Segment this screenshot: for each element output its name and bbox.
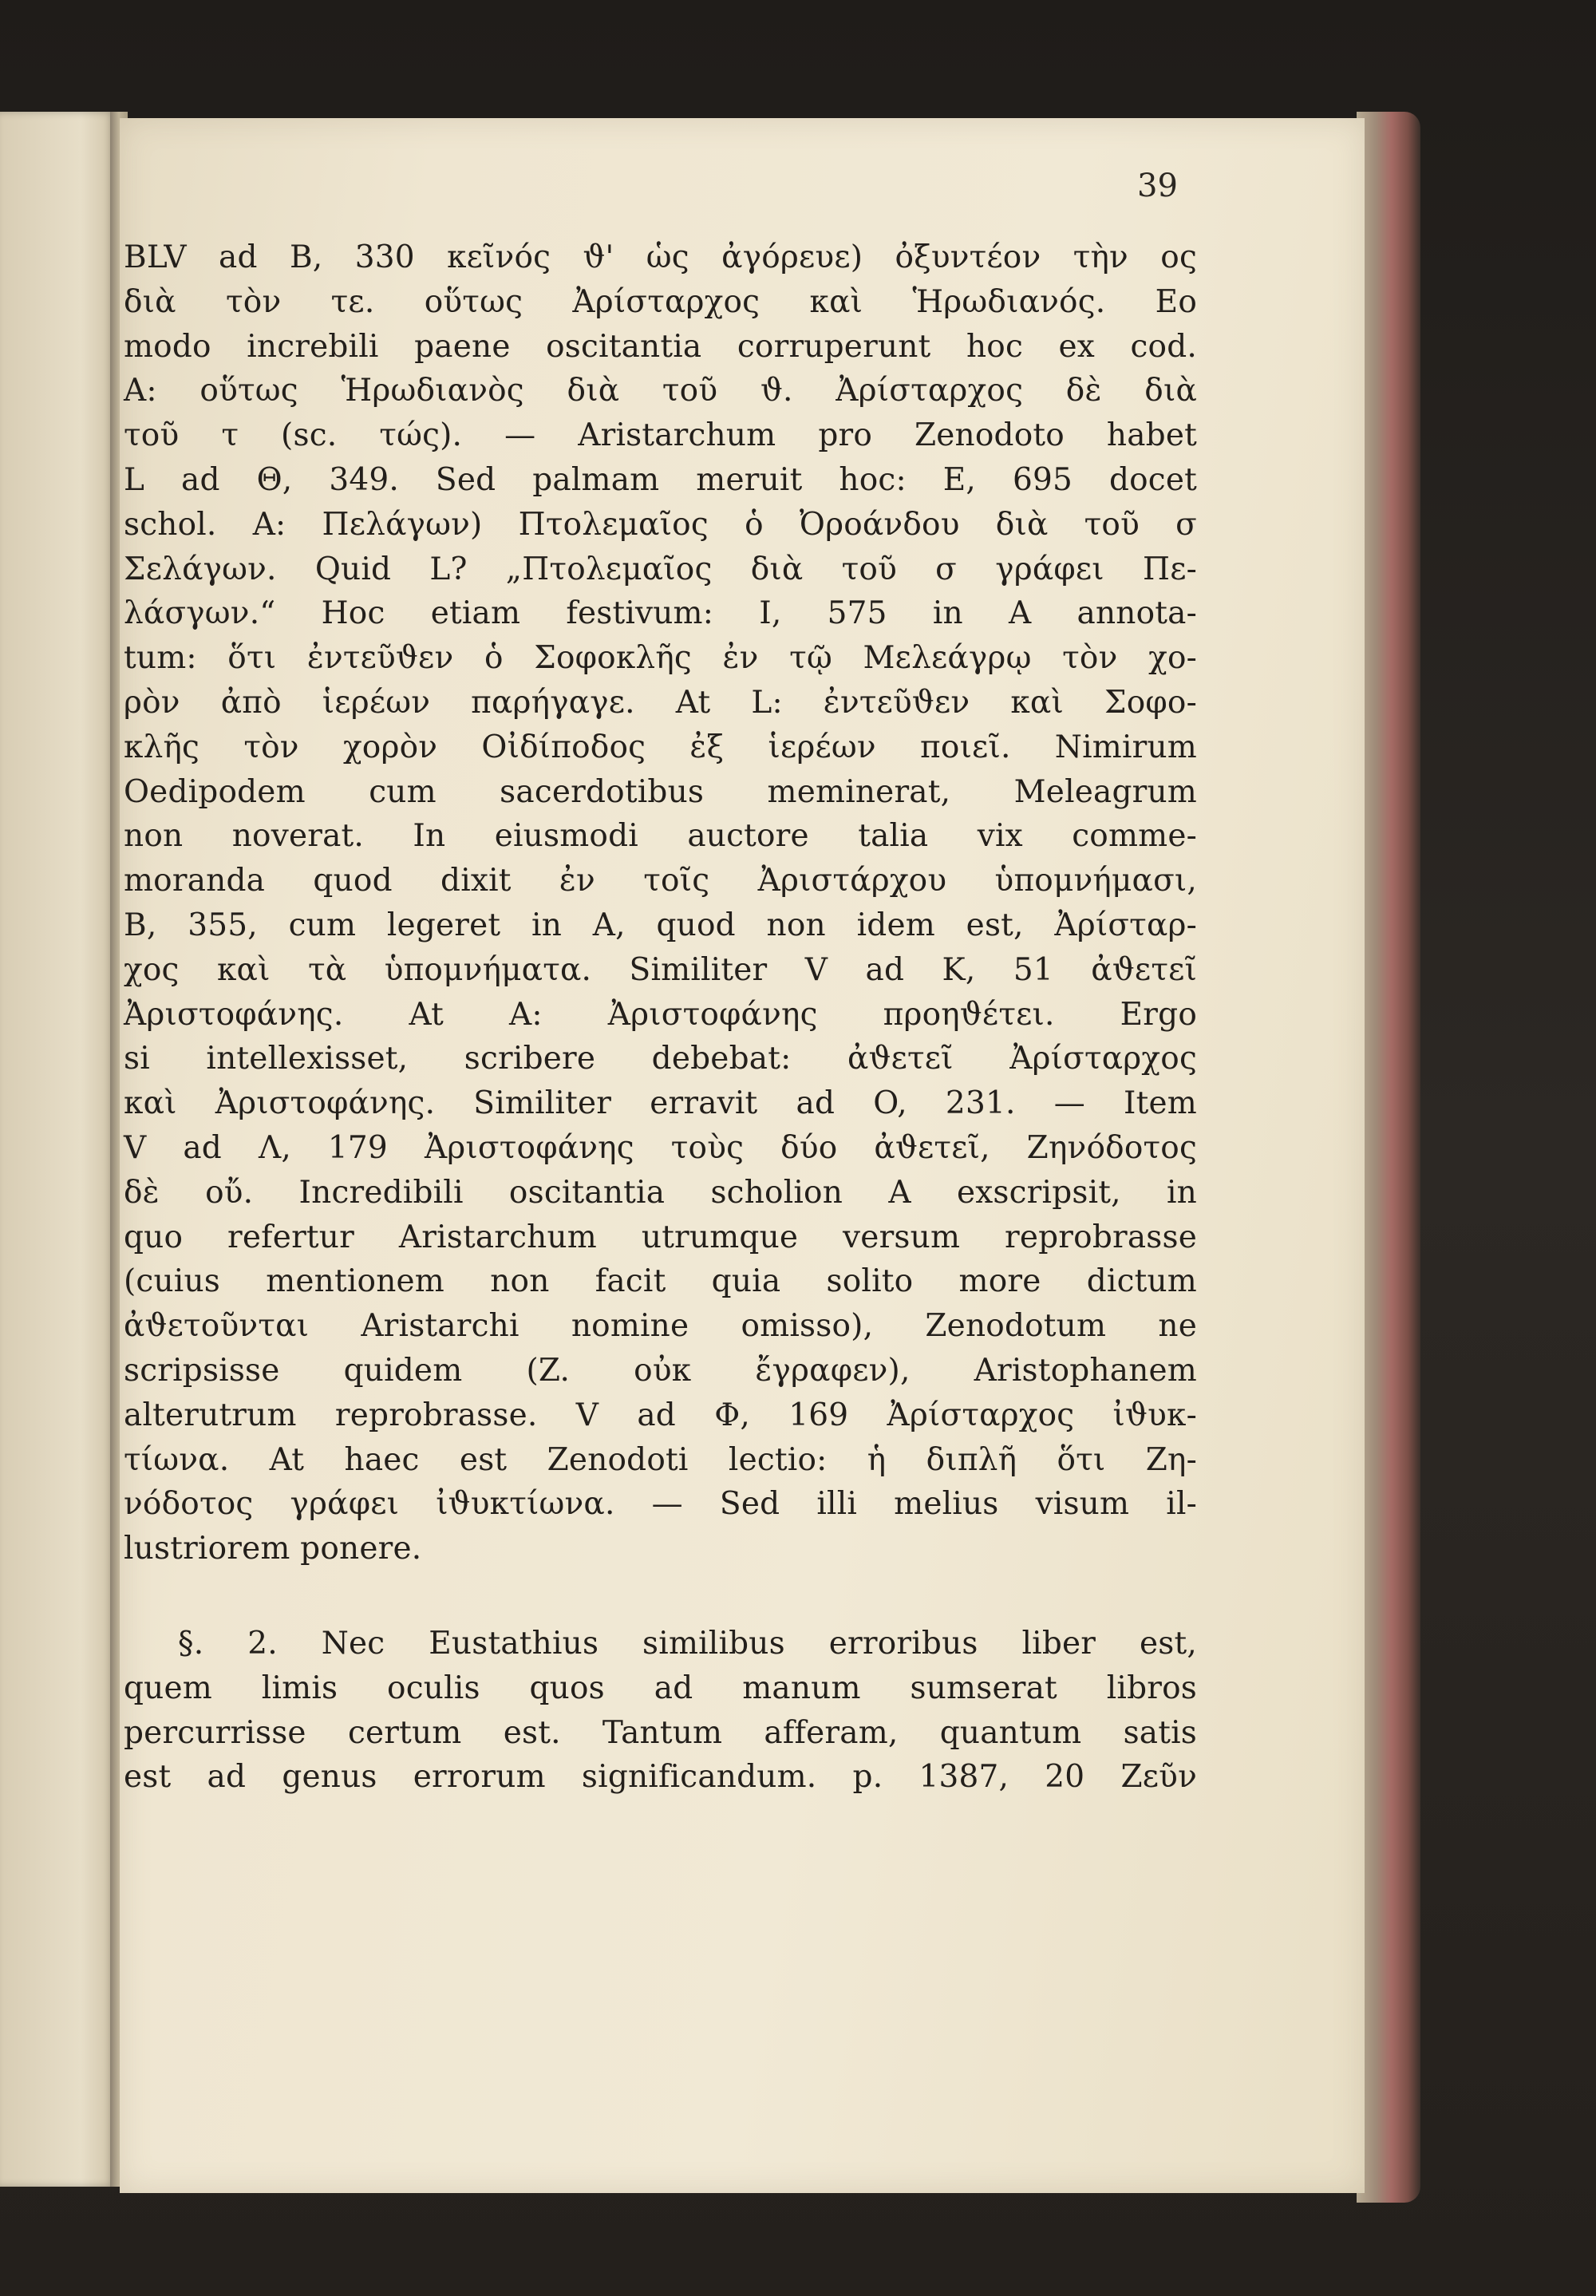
text-line: ρὸν ἀπὸ ἱερέων παρήγαγε. At L: ἐντεῦϑεν καὶ Σοφο-: [124, 684, 1197, 721]
text-line: (cuius mentionem non facit quia solito more dictum: [124, 1263, 1197, 1300]
text-line: BLV ad B, 330 κεῖνός ϑ' ὡς ἀγόρευε) ὀξυντέον τὴν ος: [124, 239, 1197, 275]
text-line: alterutrum reprobrasse. V ad Φ, 169 Ἀρίσταρχος ἰϑυκ-: [124, 1397, 1197, 1433]
text-line: καὶ Ἀριστοφάνης. Similiter erravit ad O, 231. — Item: [124, 1085, 1197, 1122]
text-line: lustriorem ponere.: [124, 1531, 422, 1567]
text-line: V ad Λ, 179 Ἀριστοφάνης τοὺς δύο ἀϑετεῖ, Ζηνόδοτος: [124, 1129, 1197, 1166]
text-line: tum: ὅτι ἐντεῦϑεν ὁ Σοφοκλῆς ἐν τῷ Μελεάγρῳ τὸν χο-: [124, 640, 1197, 677]
text-line: κλῆς τὸν χορὸν Οἰδίποδος ἐξ ἱερέων ποιεῖ. Nimirum: [124, 729, 1197, 765]
paragraph-gap: [124, 1575, 1197, 1626]
paragraph-1: [124, 239, 1197, 1575]
text-line: schol. A: Πελάγων) Πτολεμαῖος ὁ Ὀροάνδου διὰ τοῦ σ: [124, 506, 1197, 543]
text-line: non noverat. In eiusmodi auctore talia vix comme-: [124, 818, 1197, 855]
text-line: est ad genus errorum significandum. p. 1387, 20 Ζεῦν: [124, 1759, 1197, 1796]
text-line: moranda quod dixit ἐν τοῖς Ἀριστάρχου ὑπομνήμασι,: [124, 863, 1197, 899]
text-line: διὰ τὸν τε. οὕτως Ἀρίσταρχος καὶ Ἡρωδιανός. Eo: [124, 283, 1197, 320]
text-line: si intellexisset, scribere debebat: ἀϑετεῖ Ἀρίσταρχος: [124, 1041, 1197, 1077]
text-line: §. 2. Nec Eustathius similibus erroribus liber est,: [178, 1625, 1197, 1662]
text-line: τοῦ τ (sc. τώς). — Aristarchum pro Zenodoto habet: [124, 417, 1197, 454]
text-line: scripsisse quidem (Z. οὐκ ἔγραφεν), Aristophanem: [124, 1352, 1197, 1389]
text-line: quem limis oculis quos ad manum sumserat libros: [124, 1670, 1197, 1706]
page-number: 39: [1137, 168, 1178, 204]
text-line: ἀϑετοῦνται Aristarchi nomine omisso), Zenodotum ne: [124, 1308, 1197, 1345]
page-text: [124, 239, 1197, 1804]
text-line: τίωνα. At haec est Zenodoti lectio: ἡ διπλῆ ὅτι Ζη-: [124, 1441, 1197, 1478]
text-line: A: οὕτως Ἡρωδιανὸς διὰ τοῦ ϑ. Ἀρίσταρχος δὲ διὰ: [124, 373, 1197, 409]
text-line: B, 355, cum legeret in A, quod non idem est, Ἀρίσταρ-: [124, 907, 1197, 943]
paragraph-2: [124, 1626, 1197, 1804]
text-line: νόδοτος γράφει ἰϑυκτίωνα. — Sed illi melius visum il-: [124, 1486, 1197, 1523]
left-page-edge: [0, 112, 116, 2187]
text-line: Ἀριστοφάνης. At A: Ἀριστοφάνης προηϑέτει. Ergo: [124, 996, 1197, 1033]
text-line: χος καὶ τὰ ὑπομνήματα. Similiter V ad K, 51 ἀϑετεῖ: [124, 951, 1197, 988]
text-line: modo increbili paene oscitantia corruperunt hoc ex cod.: [124, 328, 1197, 365]
text-line: Oedipodem cum sacerdotibus meminerat, Meleagrum: [124, 773, 1197, 810]
text-line: δὲ οὔ. Incredibili oscitantia scholion A exscripsit, in: [124, 1174, 1197, 1211]
text-line: L ad Θ, 349. Sed palmam meruit hoc: E, 695 docet: [124, 461, 1197, 498]
text-line: λάσγων.“ Hoc etiam festivum: I, 575 in A annota-: [124, 595, 1197, 632]
book-fore-edge: [1357, 112, 1420, 2203]
text-line: Σελάγων. Quid L? „Πτολεμαῖος διὰ τοῦ σ γράφει Πε-: [124, 551, 1197, 587]
text-line: percurrisse certum est. Tantum afferam, quantum satis: [124, 1714, 1197, 1751]
text-line: quo refertur Aristarchum utrumque versum reprobrasse: [124, 1219, 1197, 1255]
